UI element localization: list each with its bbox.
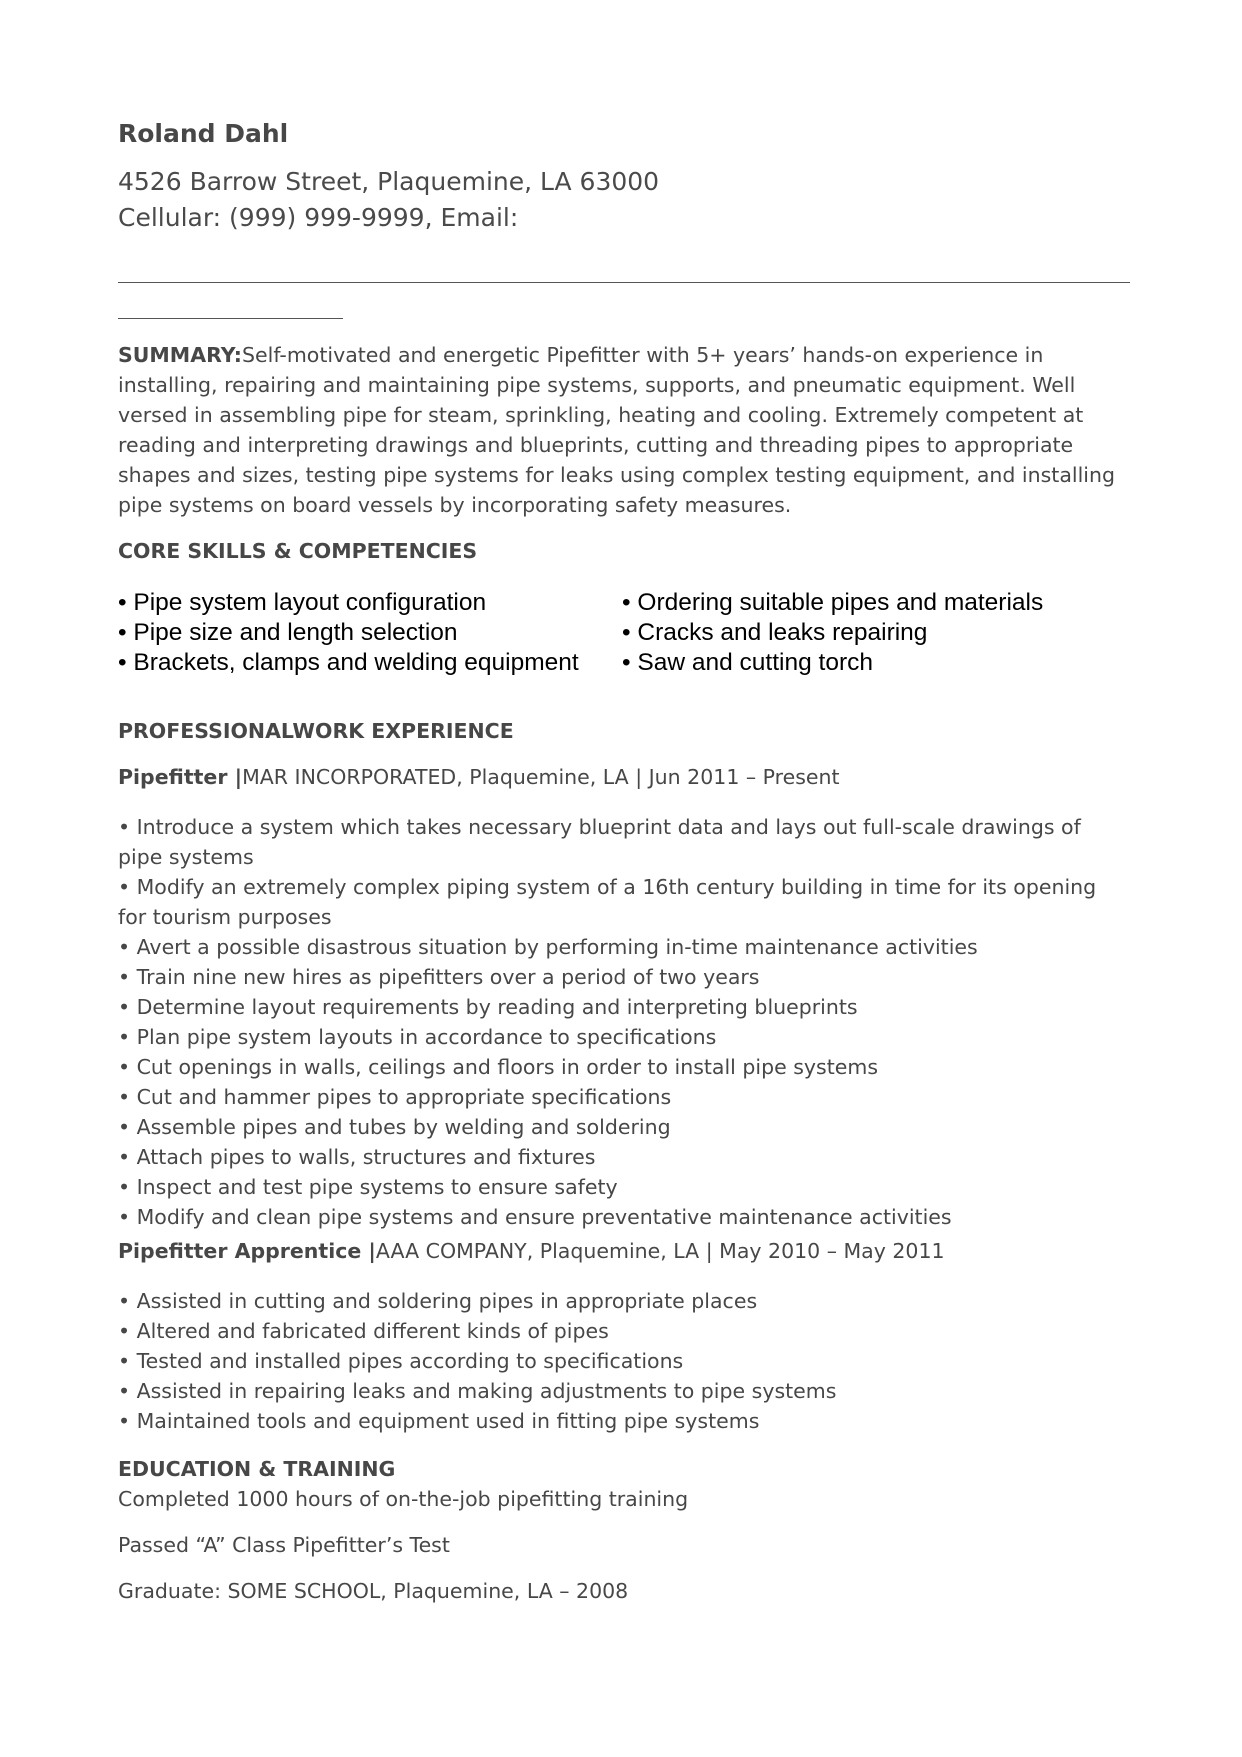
divider-line xyxy=(118,282,1130,283)
experience-heading: PROFESSIONALWORK EXPERIENCE xyxy=(118,719,514,743)
list-item: • Altered and fabricated different kinds of pipes xyxy=(118,1319,609,1343)
education-item: Passed “A” Class Pipefitter’s Test xyxy=(118,1533,450,1557)
list-item: • Inspect and test pipe systems to ensure safety xyxy=(118,1175,618,1199)
education-heading: EDUCATION & TRAINING xyxy=(118,1457,396,1481)
skills-column-left xyxy=(118,588,579,678)
contact-block xyxy=(118,164,1130,236)
skill-item: • Cracks and leaks repairing xyxy=(622,619,928,646)
summary-label: SUMMARY: xyxy=(118,343,243,367)
list-item: • Assisted in repairing leaks and making adjustments to pipe systems xyxy=(118,1379,837,1403)
list-item: • Assemble pipes and tubes by welding and soldering xyxy=(118,1115,671,1139)
list-item: • Cut openings in walls, ceilings and floors in order to install pipe systems xyxy=(118,1055,879,1079)
address-line: 4526 Barrow Street, Plaquemine, LA 63000 xyxy=(118,167,660,196)
skill-item: • Brackets, clamps and welding equipment xyxy=(118,649,579,676)
contact-line: Cellular: (999) 999-9999, Email: xyxy=(118,203,519,232)
list-item: • Plan pipe system layouts in accordance to specifications xyxy=(118,1025,717,1049)
skills-heading: CORE SKILLS & COMPETENCIES xyxy=(118,539,478,563)
job-header xyxy=(118,1236,1130,1266)
list-item: • Assisted in cutting and soldering pipes in appropriate places xyxy=(118,1289,758,1313)
list-item: • Modify and clean pipe systems and ensure preventative maintenance activities xyxy=(118,1205,952,1229)
job-details: AAA COMPANY, Plaquemine, LA | May 2010 – May 2011 xyxy=(375,1239,945,1263)
list-item: • Avert a possible disastrous situation by performing in-time maintenance activities xyxy=(118,935,978,959)
job-title: Pipefitter Apprentice | xyxy=(118,1239,376,1263)
skill-item: • Pipe system layout configuration xyxy=(118,589,487,616)
summary-section xyxy=(118,340,1130,520)
list-item: • Modify an extremely complex piping system of a 16th century building in time for its opening for tourism purposes xyxy=(118,875,1097,929)
job-title: Pipefitter | xyxy=(118,765,243,789)
list-item: • Determine layout requirements by reading and interpreting blueprints xyxy=(118,995,858,1019)
short-divider-line xyxy=(118,318,343,319)
skill-item: • Ordering suitable pipes and materials xyxy=(622,589,1044,616)
list-item: • Cut and hammer pipes to appropriate specifications xyxy=(118,1085,672,1109)
summary-text: Self-motivated and energetic Pipefitter with 5+ years’ hands-on experience in installing, repairing and maintaining pipe systems, supports, and pneumatic equipment. Well versed in assembling pipe for steam, sprinkling, heating and cooling. Extremely competent at reading and interpreting drawings and blueprints, cutting and threading pipes to appropriate shapes and sizes, testing pipe systems for leaks using complex testing equipment, and installing pipe systems on board vessels by incorporating safety measures. xyxy=(118,343,1115,517)
list-item: • Maintained tools and equipment used in fitting pipe systems xyxy=(118,1409,760,1433)
list-item: • Tested and installed pipes according to specifications xyxy=(118,1349,684,1373)
job-bullets xyxy=(118,1286,1130,1436)
education-item: Completed 1000 hours of on-the-job pipefitting training xyxy=(118,1487,689,1511)
skill-item: • Saw and cutting torch xyxy=(622,649,873,676)
job-details: MAR INCORPORATED, Plaquemine, LA | Jun 2011 – Present xyxy=(242,765,840,789)
skills-column-right xyxy=(622,588,1043,678)
list-item: • Introduce a system which takes necessary blueprint data and lays out full-scale drawings of pipe systems xyxy=(118,815,1081,869)
job-header xyxy=(118,762,1130,792)
job-bullets xyxy=(118,812,1130,1232)
list-item: • Train nine new hires as pipefitters over a period of two years xyxy=(118,965,760,989)
candidate-name: Roland Dahl xyxy=(118,119,289,148)
education-item: Graduate: SOME SCHOOL, Plaquemine, LA – 2008 xyxy=(118,1579,629,1603)
list-item: • Attach pipes to walls, structures and fixtures xyxy=(118,1145,596,1169)
skill-item: • Pipe size and length selection xyxy=(118,619,458,646)
